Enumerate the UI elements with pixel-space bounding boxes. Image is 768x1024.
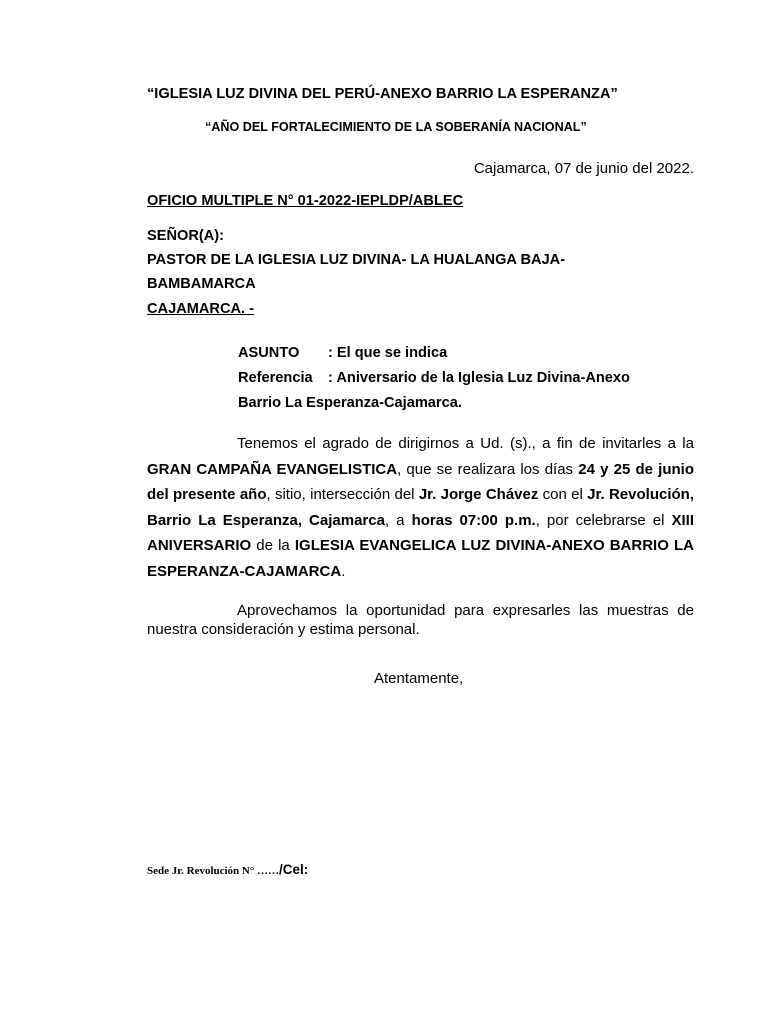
body-text: , por celebrarse el [535,511,672,529]
body-text: , a [384,511,412,529]
body-paragraph-1 [147,431,694,584]
church-title: “IGLESIA LUZ DIVINA DEL PERÚ-ANEXO BARRIO LA ESPERANZA” [147,86,618,102]
anniversary: XIII ANIVERSARIO [147,511,694,554]
date-line: Cajamarca, 07 de junio del 2022. [473,160,694,177]
recipient-city: CAJAMARCA. - [147,301,255,317]
referencia-value: : Aniversario de la Iglesia Luz Divina-Anexo [328,370,630,386]
year-motto: “AÑO DEL FORTALECIMIENTO DE LA SOBERANÍA NACIONAL” [205,120,587,134]
event-dates: 24 y 25 de junio del presente año [147,460,694,503]
referencia-label: Referencia [238,370,313,386]
referencia-value-cont: Barrio La Esperanza-Cajamarca. [238,395,462,411]
footer-sede: Sede Jr. Revolución N° …… [147,865,280,877]
event-time: horas 07:00 p.m. [411,511,536,529]
oficio-number: OFICIO MULTIPLE N° 01-2022-IEPLDP/ABLEC [147,193,464,209]
street-2: Jr. Revolución, Barrio La Esperanza, Cajamarca [147,486,694,529]
body-text: , sitio, intersección del [266,486,419,503]
recipient-line-1: PASTOR DE LA IGLESIA LUZ DIVINA- LA HUALANGA BAJA- [147,252,566,268]
body-text: con el [538,486,588,503]
street-1: Jr. Jorge Chávez [418,486,539,503]
church-full-name: IGLESIA EVANGELICA LUZ DIVINA-ANEXO BARRIO LA ESPERANZA-CAJAMARCA [147,537,694,580]
recipient-line-2: BAMBAMARCA [147,276,256,292]
asunto-value: : El que se indica [328,345,448,361]
body-text: . [341,562,346,580]
body-text: Tenemos el agrado de dirigirnos a Ud. (s)., a fin de invitarles a la [237,435,694,452]
closing: Atentamente, [374,670,464,687]
body-text: , que se realizara los días [397,460,579,478]
footer-address [147,862,308,877]
campaign-name: GRAN CAMPAÑA EVANGELISTICA [147,460,398,478]
asunto-label: ASUNTO [238,345,300,361]
body-paragraph-2: Aprovechamos la oportunidad para expresarles las muestras de nuestra consideración y estima personal. [147,602,694,638]
footer-cel: /Cel: [279,862,309,877]
recipient-salutation: SEÑOR(A): [147,228,225,244]
body-text: de la [251,537,295,554]
